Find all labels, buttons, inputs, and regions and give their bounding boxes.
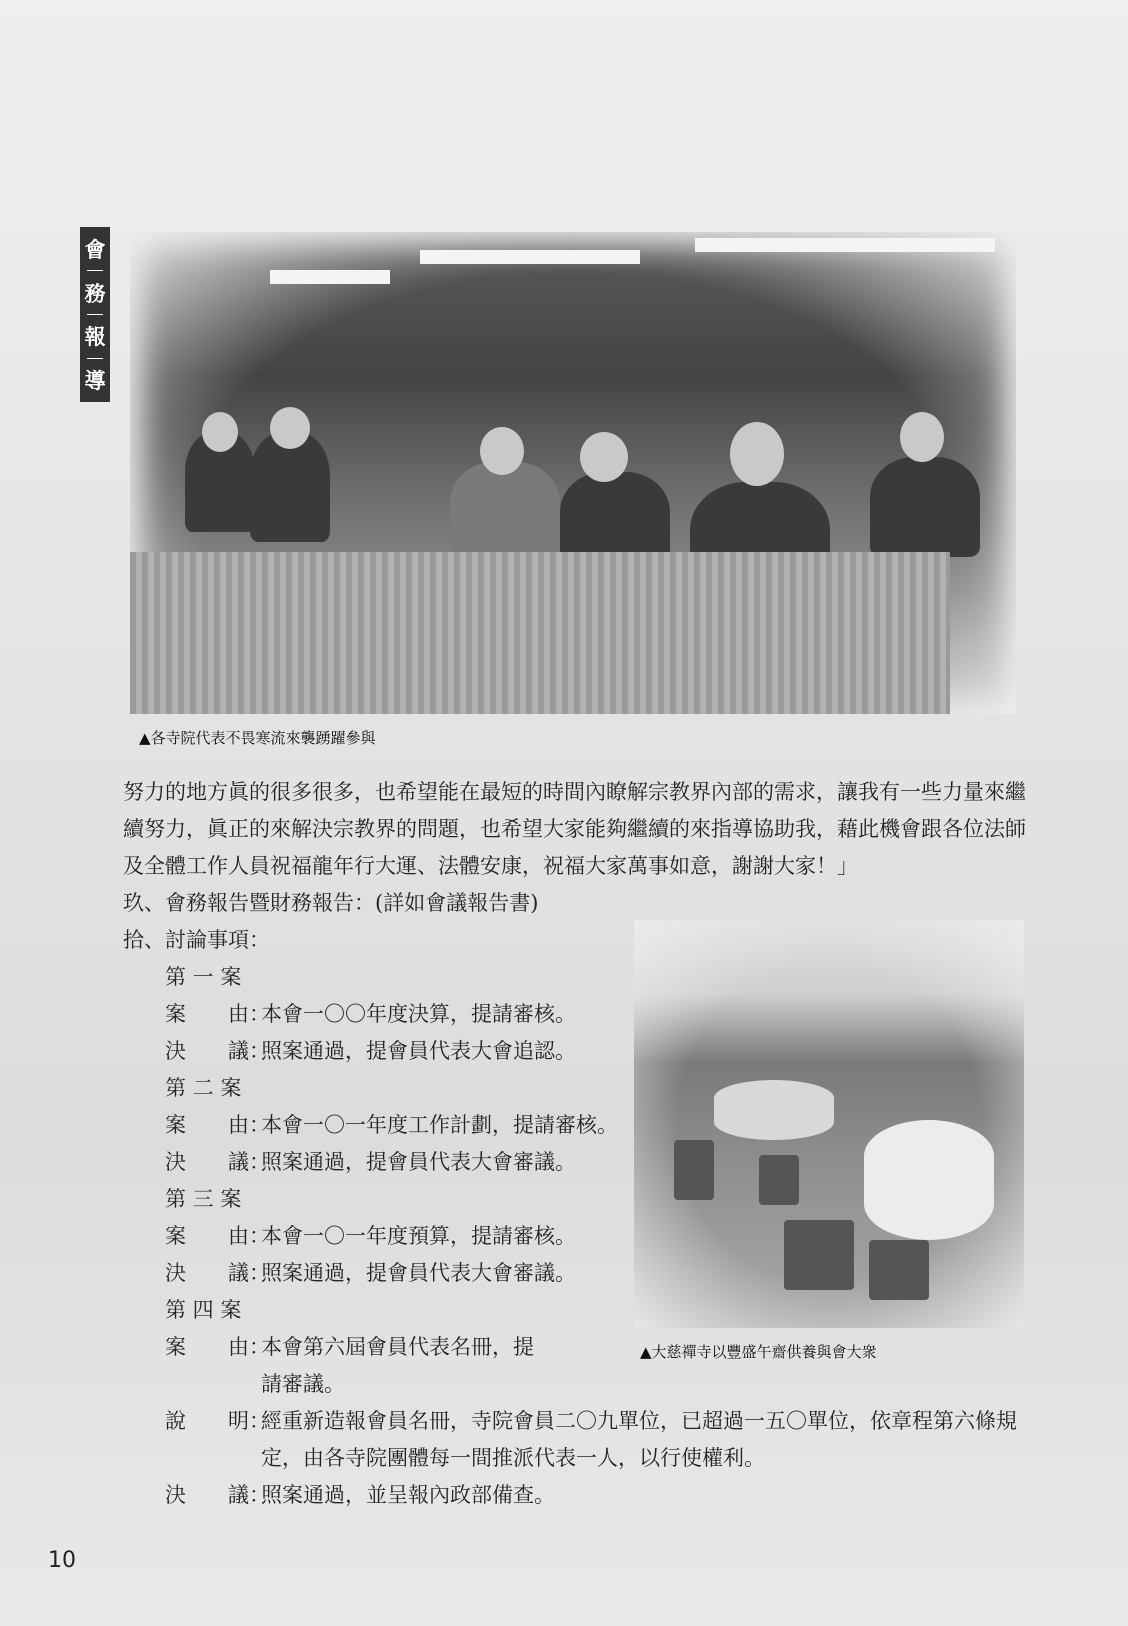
case-decision xyxy=(165,1033,576,1070)
attendee-head xyxy=(580,432,628,482)
label: 決 議： xyxy=(165,1261,270,1285)
case-decision xyxy=(165,1144,576,1181)
case-title: 第 三 案 xyxy=(165,1187,242,1211)
case-decision xyxy=(165,1477,555,1514)
attendee xyxy=(450,462,560,562)
case-reason xyxy=(165,996,576,1033)
case-reason xyxy=(165,1218,576,1255)
round-table xyxy=(714,1080,834,1140)
value: 照案通過，並呈報內政部備查。 xyxy=(261,1483,555,1507)
label: 案 由： xyxy=(165,1113,270,1137)
value: 照案通過，提會員代表大會審議。 xyxy=(261,1261,576,1285)
label: 案 由： xyxy=(165,1224,270,1248)
attendee-head xyxy=(480,427,524,475)
case-decision xyxy=(165,1255,576,1292)
attendee-head xyxy=(900,412,944,462)
value: 照案通過，提會員代表大會審議。 xyxy=(261,1150,576,1174)
stool xyxy=(869,1240,929,1300)
label: 說 明： xyxy=(165,1409,270,1433)
stool xyxy=(759,1155,799,1205)
attendee-head xyxy=(202,412,238,452)
lunch-photo xyxy=(634,920,1024,1328)
case-explain-cont: 定，由各寺院團體每一間推派代表一人，以行使權利。 xyxy=(261,1446,765,1470)
divider xyxy=(87,358,103,359)
value: 本會一〇一年度預算，提請審核。 xyxy=(261,1224,576,1248)
label: 案 由： xyxy=(165,1335,270,1359)
value: 本會第六屆會員代表名冊，提 xyxy=(261,1335,534,1359)
attendee-head xyxy=(730,422,784,486)
paragraph-line: 努力的地方眞的很多很多，也希望能在最短的時間內瞭解宗教界內部的需求，讓我有一些力量來繼 xyxy=(123,780,1026,804)
label: 案 由： xyxy=(165,1002,270,1026)
paragraph-line: 續努力，眞正的來解決宗教界的問題，也希望大家能夠繼續的來指導協助我，藉此機會跟各位法師 xyxy=(123,817,1026,841)
section-tab-char: 會 xyxy=(84,238,106,263)
value: 本會一〇〇年度決算，提請審核。 xyxy=(261,1002,576,1026)
section-tab-char: 報 xyxy=(84,325,106,350)
case-title: 第 一 案 xyxy=(165,965,242,989)
case-title: 第 四 案 xyxy=(165,1298,242,1322)
stool xyxy=(784,1220,854,1290)
divider xyxy=(87,314,103,315)
value: 照案通過，提會員代表大會追認。 xyxy=(261,1039,576,1063)
case-title: 第 二 案 xyxy=(165,1076,242,1100)
ceiling-light xyxy=(695,238,995,252)
ceiling-light xyxy=(270,270,390,284)
section-tab xyxy=(80,227,110,402)
case-reason-cont: 請審議。 xyxy=(261,1372,345,1396)
page-number: 10 xyxy=(48,1548,76,1573)
case-reason xyxy=(165,1329,534,1366)
label: 決 議： xyxy=(165,1483,270,1507)
label: 決 議： xyxy=(165,1150,270,1174)
table-cloth xyxy=(130,552,950,714)
section-tab-char: 導 xyxy=(84,368,106,393)
item-nine: 玖、會務報告暨財務報告：(詳如會議報告書) xyxy=(123,891,539,915)
value: 本會一〇一年度工作計劃，提請審核。 xyxy=(261,1113,618,1137)
label: 決 議： xyxy=(165,1039,270,1063)
case-reason xyxy=(165,1107,618,1144)
photo-caption-top: ▲各寺院代表不畏寒流來襲踴躍參與 xyxy=(139,729,376,747)
paragraph-line: 及全體工作人員祝福龍年行大運、法體安康，祝福大家萬事如意，謝謝大家！」 xyxy=(123,854,858,878)
photo-caption-bottom: ▲大慈禪寺以豐盛午齋供養與會大衆 xyxy=(640,1343,877,1361)
attendee-head xyxy=(270,407,310,449)
item-ten: 拾、討論事項： xyxy=(123,928,270,952)
round-table xyxy=(864,1120,994,1240)
stool xyxy=(674,1140,714,1200)
attendee xyxy=(870,457,980,557)
divider xyxy=(87,270,103,271)
section-tab-char: 務 xyxy=(84,281,106,306)
value: 經重新造報會員名冊，寺院會員二〇九單位，已超過一五〇單位，依章程第六條規 xyxy=(261,1409,1017,1433)
ceiling-light xyxy=(420,250,640,264)
case-explain xyxy=(165,1403,1017,1440)
meeting-photo xyxy=(130,232,1016,714)
